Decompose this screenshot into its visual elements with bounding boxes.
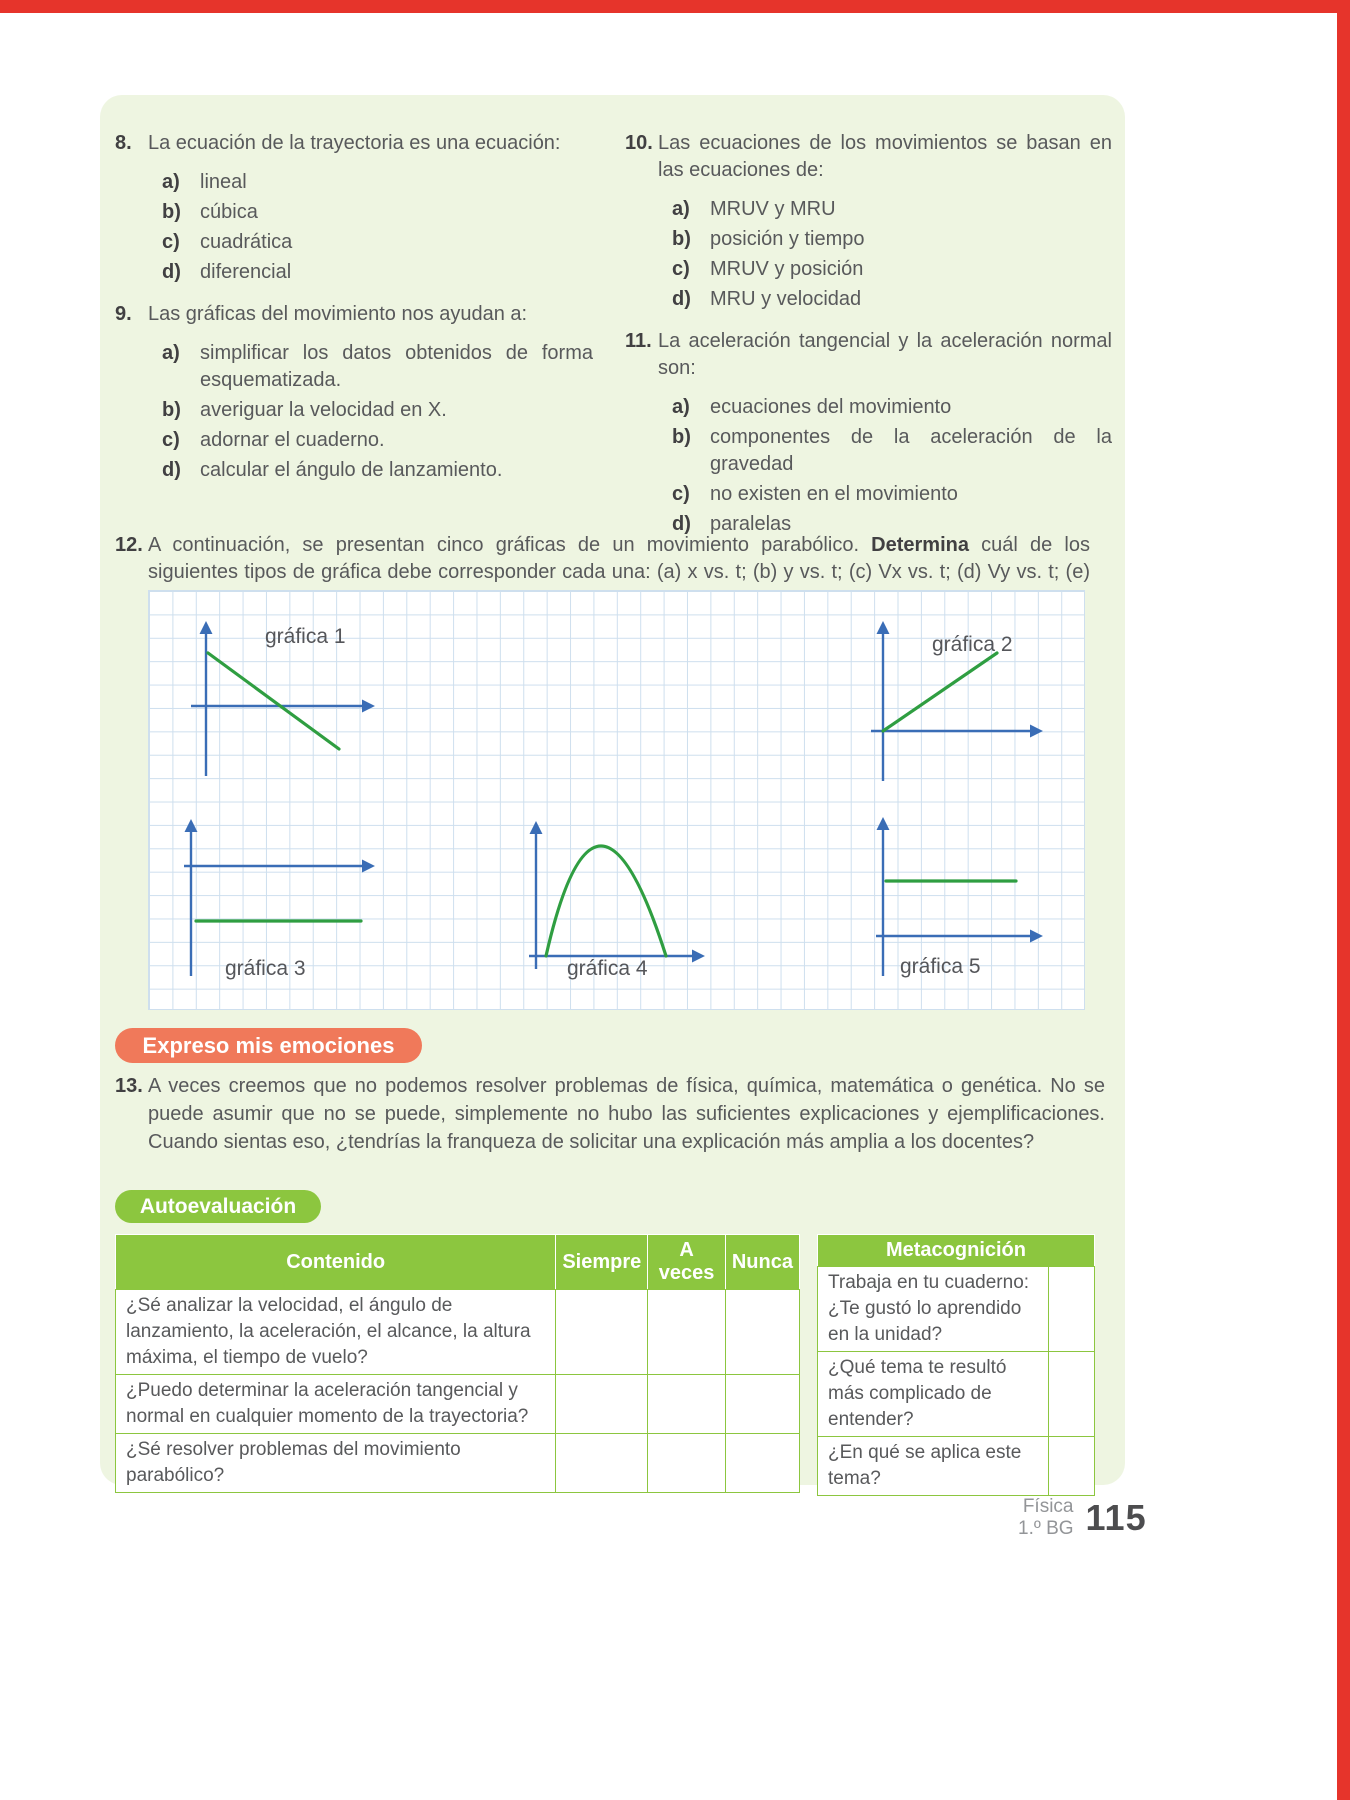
self-evaluation-badge: Autoevaluación xyxy=(115,1190,321,1223)
header-siempre: Siempre xyxy=(556,1235,648,1290)
content-cell: ¿Sé resolver problemas del movimiento parabólico? xyxy=(116,1434,556,1493)
table-row xyxy=(818,1267,1095,1352)
option-row xyxy=(162,427,593,454)
option-text: adornar el cuaderno. xyxy=(200,429,385,451)
option-text: lineal xyxy=(200,171,247,193)
question-body xyxy=(658,328,1112,541)
question-number: 8. xyxy=(115,132,132,154)
content-cell: ¿Puedo determinar la aceleración tangencial y normal en cualquier momento de la trayectoria? xyxy=(116,1375,556,1434)
top-red-bar xyxy=(0,0,1350,13)
option-letter: c) xyxy=(672,258,690,280)
question-text: A veces creemos que no podemos resolver problemas de física, química, matemática o genética. No se puede asumir que no se puede, simplemente no hubo las suficientes explicaciones y ejemplificaciones. Cuando sientas eso, ¿tendrías la franqueza de solicitar una explicación más amplia a los docentes? xyxy=(148,1075,1105,1153)
option-row xyxy=(672,196,1112,223)
question-13 xyxy=(115,1072,1105,1156)
graphs-panel xyxy=(148,590,1085,1010)
question-number: 9. xyxy=(115,303,132,325)
option-row xyxy=(672,256,1112,283)
header-aveces: A veces xyxy=(648,1235,726,1290)
option-letter: b) xyxy=(162,201,181,223)
option-row xyxy=(672,286,1112,313)
answer-cell xyxy=(725,1434,799,1493)
option-letter: d) xyxy=(672,513,691,535)
option-letter: b) xyxy=(672,228,691,250)
option-text: paralelas xyxy=(710,513,792,535)
answer-cell xyxy=(1049,1437,1095,1496)
option-text: componentes de la aceleración de la gravedad xyxy=(710,426,1112,475)
option-row xyxy=(162,229,593,256)
graph-curves xyxy=(196,653,1016,956)
table-row xyxy=(818,1352,1095,1437)
q12-bold-word: Determina xyxy=(871,534,969,556)
question-11 xyxy=(625,328,1112,541)
table-header-row xyxy=(116,1235,800,1290)
page-footer xyxy=(1018,1496,1147,1540)
option-letter: d) xyxy=(672,288,691,310)
graph2-increasing-line xyxy=(883,653,997,731)
option-row xyxy=(162,397,593,424)
question-text: La ecuación de la trayectoria es una ecuación: xyxy=(148,132,561,154)
option-text: ecuaciones del movimiento xyxy=(710,396,952,418)
question-text: Las gráficas del movimiento nos ayudan a: xyxy=(148,303,528,325)
option-letter: c) xyxy=(162,231,180,253)
option-row xyxy=(162,169,593,196)
questions-column-left xyxy=(115,130,593,499)
graph-label: gráfica 2 xyxy=(932,633,1013,656)
option-text: MRUV y MRU xyxy=(710,198,836,220)
option-text: cúbica xyxy=(200,201,258,223)
option-text: simplificar los datos obtenidos de forma esquematizada. xyxy=(200,342,593,391)
option-row xyxy=(162,199,593,226)
answer-cell xyxy=(1049,1267,1095,1352)
table-row xyxy=(818,1437,1095,1496)
graph-label: gráfica 5 xyxy=(900,955,981,978)
content-cell: Trabaja en tu cuaderno: ¿Te gustó lo aprendido en la unidad? xyxy=(818,1267,1049,1352)
question-10 xyxy=(625,130,1112,316)
option-row xyxy=(672,481,1112,508)
answer-cell xyxy=(1049,1352,1095,1437)
option-row xyxy=(162,259,593,286)
answer-cell xyxy=(648,1434,726,1493)
option-text: diferencial xyxy=(200,261,292,283)
graph4-parabola xyxy=(546,846,666,956)
table-header-row xyxy=(818,1235,1095,1267)
option-row xyxy=(672,394,1112,421)
content-cell: ¿En qué se aplica este tema? xyxy=(818,1437,1049,1496)
footer-subject: Física xyxy=(1022,1496,1074,1517)
content-cell: ¿Qué tema te resultó más complicado de entender? xyxy=(818,1352,1049,1437)
graph-label: gráfica 1 xyxy=(265,625,346,648)
question-number: 10. xyxy=(625,132,653,154)
option-text: posición y tiempo xyxy=(710,228,865,250)
answer-cell xyxy=(556,1434,648,1493)
self-eval-table xyxy=(115,1234,800,1493)
table-row xyxy=(116,1290,800,1375)
option-text: averiguar la velocidad en X. xyxy=(200,399,447,421)
answer-cell xyxy=(556,1375,648,1434)
header-nunca: Nunca xyxy=(725,1235,799,1290)
question-body xyxy=(148,130,593,289)
option-letter: a) xyxy=(672,198,690,220)
option-letter: b) xyxy=(672,426,691,448)
option-letter: b) xyxy=(162,399,181,421)
option-text: MRU y velocidad xyxy=(710,288,862,310)
question-text: La aceleración tangencial y la aceleración normal son: xyxy=(658,330,1112,379)
option-letter: a) xyxy=(672,396,690,418)
header-metacognicion: Metacognición xyxy=(818,1235,1095,1267)
option-text: calcular el ángulo de lanzamiento. xyxy=(200,459,503,481)
option-letter: d) xyxy=(162,459,181,481)
table-row xyxy=(116,1375,800,1434)
footer-grade: 1.º BG xyxy=(1018,1518,1074,1539)
option-text: MRUV y posición xyxy=(710,258,864,280)
graph-label: gráfica 4 xyxy=(567,957,648,980)
page-number: 115 xyxy=(1085,1497,1147,1538)
graph-axes xyxy=(184,625,1039,976)
question-8 xyxy=(115,130,593,289)
option-letter: c) xyxy=(162,429,180,451)
option-letter: d) xyxy=(162,261,181,283)
question-9 xyxy=(115,301,593,487)
graph1-decreasing-line xyxy=(208,653,339,749)
graph-label: gráfica 3 xyxy=(225,957,306,980)
table-row xyxy=(116,1434,800,1493)
q12-post: cuál de los siguientes tipos de gráfica debe corresponder cada una: (a) x vs. t; (b) y vs. t; (c) Vx vs. t; (d) Vy vs. t; (e) xyxy=(148,534,1090,583)
answer-cell xyxy=(725,1290,799,1375)
question-number: 13. xyxy=(115,1075,143,1097)
option-row xyxy=(672,424,1112,478)
answer-cell xyxy=(556,1290,648,1375)
option-text: no existen en el movimiento xyxy=(710,483,958,505)
question-body xyxy=(148,301,593,487)
answer-cell xyxy=(725,1375,799,1434)
answer-cell xyxy=(648,1375,726,1434)
option-letter: a) xyxy=(162,342,180,364)
option-row xyxy=(672,226,1112,253)
question-number: 12. xyxy=(115,534,143,556)
right-red-bar xyxy=(1337,0,1350,1800)
q12-pre: A continuación, se presentan cinco gráficas de un movimiento parabólico. xyxy=(148,534,872,556)
option-row xyxy=(162,457,593,484)
option-text: cuadrática xyxy=(200,231,293,253)
header-contenido: Contenido xyxy=(116,1235,556,1290)
questions-column-right xyxy=(625,130,1112,553)
option-row xyxy=(162,340,593,394)
emotions-badge: Expreso mis emociones xyxy=(115,1028,422,1063)
answer-cell xyxy=(648,1290,726,1375)
content-cell: ¿Sé analizar la velocidad, el ángulo de lanzamiento, la aceleración, el alcance, la altura máxima, el tiempo de vuelo? xyxy=(116,1290,556,1375)
question-body xyxy=(658,130,1112,316)
footer-subject-grade xyxy=(1018,1496,1074,1540)
option-letter: a) xyxy=(162,171,180,193)
question-text: Las ecuaciones de los movimientos se basan en las ecuaciones de: xyxy=(658,132,1112,181)
question-number: 11. xyxy=(625,330,652,352)
metacognition-table xyxy=(817,1234,1095,1496)
option-letter: c) xyxy=(672,483,690,505)
